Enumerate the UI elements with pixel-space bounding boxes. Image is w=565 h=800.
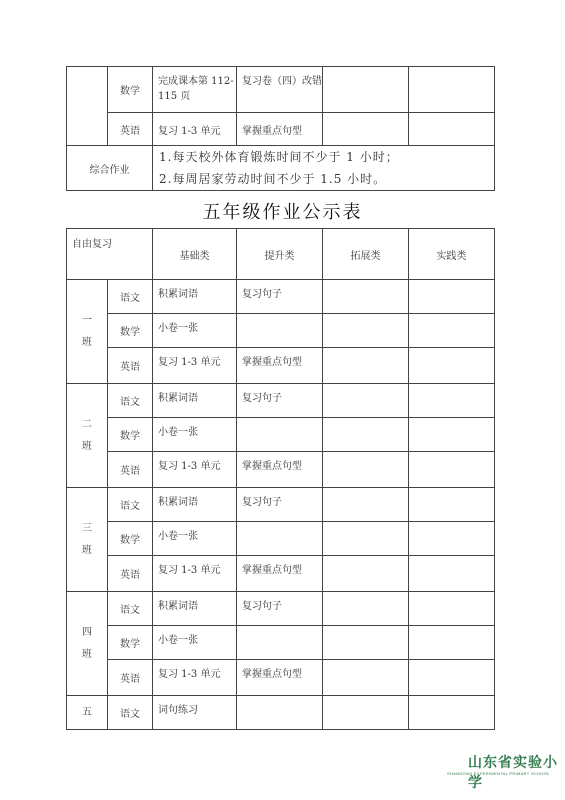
basic-cell: 积累词语 (153, 488, 237, 522)
class-name-char: 五 (82, 706, 92, 718)
table-row (67, 452, 495, 488)
advanced-cell: 掌握重点句型 (237, 452, 323, 488)
advanced-cell: 掌握重点句型 (237, 660, 323, 696)
subject-cell: 英语 (108, 452, 153, 488)
subject-cell: 语文 (108, 384, 153, 418)
table-row (67, 314, 495, 348)
advanced-cell: 复习句子 (237, 280, 323, 314)
table-row (67, 348, 495, 384)
practice-cell (409, 67, 495, 113)
class-name-char: 二 (82, 418, 92, 430)
class-name-cell (67, 592, 108, 696)
class-name-cell (67, 488, 108, 592)
table-row (67, 418, 495, 452)
subject-cell: 英语 (108, 660, 153, 696)
class-name-char: 班 (82, 336, 92, 348)
practice-cell (409, 314, 495, 348)
basic-cell: 词句练习 (153, 696, 237, 730)
table-row (67, 660, 495, 696)
basic-cell: 小卷一张 (153, 522, 237, 556)
table-row (67, 696, 495, 730)
basic-cell: 积累词语 (153, 384, 237, 418)
subject-cell: 语文 (108, 280, 153, 314)
advanced-cell: 复习句子 (237, 592, 323, 626)
column-header-basic: 基础类 (153, 229, 237, 280)
advanced-cell: 掌握重点句型 (237, 348, 323, 384)
class-name-cell (67, 280, 108, 384)
advanced-cell: 掌握重点句型 (237, 113, 323, 146)
basic-cell: 复习 1-3 单元 (153, 348, 237, 384)
extension-cell (323, 626, 409, 660)
extension-cell (323, 384, 409, 418)
school-logo: 山东省实验小学 (468, 755, 558, 791)
class-name-char: 四 (82, 626, 92, 638)
subject-cell: 语文 (108, 696, 153, 730)
class-name-char: 三 (82, 522, 92, 534)
class-rows (67, 280, 495, 730)
table-row (67, 488, 495, 522)
basic-cell: 积累词语 (153, 280, 237, 314)
practice-cell (409, 522, 495, 556)
advanced-cell (237, 522, 323, 556)
summary-label: 综合作业 (67, 146, 153, 191)
grade-five-homework-table (66, 228, 495, 730)
summary-line: 2.每周居家劳动时间不少于 1.5 小时。 (159, 172, 387, 186)
practice-cell (409, 348, 495, 384)
practice-cell (409, 280, 495, 314)
extension-cell (323, 522, 409, 556)
extension-cell (323, 348, 409, 384)
column-header-advanced: 提升类 (237, 229, 323, 280)
subject-cell: 英语 (108, 348, 153, 384)
header-row (67, 229, 495, 280)
class-name-cell (67, 384, 108, 488)
class-name-cell (67, 696, 108, 730)
practice-cell (409, 488, 495, 522)
table-row (67, 280, 495, 314)
page-title: 五年级作业公示表 (202, 202, 363, 223)
basic-cell: 完成课本第 112-115 页 (153, 67, 237, 113)
subject-cell: 数学 (108, 522, 153, 556)
extension-cell (323, 280, 409, 314)
extension-cell (323, 592, 409, 626)
table-row (67, 592, 495, 626)
subject-cell: 英语 (108, 556, 153, 592)
basic-cell: 小卷一张 (153, 626, 237, 660)
extension-cell (323, 696, 409, 730)
advanced-cell: 复习句子 (237, 384, 323, 418)
extension-cell (323, 113, 409, 146)
class-name-char: 一 (82, 314, 92, 326)
subject-cell: 英语 (108, 113, 153, 146)
school-logo-subtitle: SHANDONG EXPERIMENTAL PRIMARY SCHOOL (447, 771, 550, 776)
top-homework-table (66, 66, 495, 191)
advanced-cell (237, 696, 323, 730)
practice-cell (409, 418, 495, 452)
advanced-cell (237, 418, 323, 452)
table-row (67, 626, 495, 660)
basic-cell: 复习 1-3 单元 (153, 452, 237, 488)
subject-cell: 语文 (108, 488, 153, 522)
table-row (67, 384, 495, 418)
class-name-char: 班 (82, 648, 92, 660)
practice-cell (409, 592, 495, 626)
summary-content (153, 146, 495, 191)
extension-cell (323, 67, 409, 113)
class-cell (67, 67, 108, 146)
basic-cell: 积累词语 (153, 592, 237, 626)
table-row (67, 522, 495, 556)
subject-cell: 数学 (108, 314, 153, 348)
advanced-cell: 复习卷（四）改错 (237, 67, 323, 113)
basic-cell: 复习 1-3 单元 (153, 556, 237, 592)
advanced-cell (237, 314, 323, 348)
practice-cell (409, 452, 495, 488)
basic-cell: 小卷一张 (153, 314, 237, 348)
class-name-char: 班 (82, 440, 92, 452)
extension-cell (323, 660, 409, 696)
practice-cell (409, 384, 495, 418)
practice-cell (409, 696, 495, 730)
summary-row (67, 146, 495, 191)
advanced-cell: 复习句子 (237, 488, 323, 522)
subject-cell: 数学 (108, 626, 153, 660)
basic-cell: 复习 1-3 单元 (153, 113, 237, 146)
practice-cell (409, 626, 495, 660)
extension-cell (323, 488, 409, 522)
extension-cell (323, 452, 409, 488)
corner-header: 自由复习 (67, 229, 153, 280)
extension-cell (323, 418, 409, 452)
practice-cell (409, 113, 495, 146)
subject-cell: 语文 (108, 592, 153, 626)
practice-cell (409, 556, 495, 592)
basic-cell: 小卷一张 (153, 418, 237, 452)
summary-line: 1.每天校外体育锻炼时间不少于 1 小时； (159, 150, 399, 164)
class-name-char: 班 (82, 544, 92, 556)
subject-cell: 数学 (108, 418, 153, 452)
advanced-cell (237, 626, 323, 660)
table-row (67, 556, 495, 592)
table-row (67, 67, 495, 113)
basic-cell: 复习 1-3 单元 (153, 660, 237, 696)
practice-cell (409, 660, 495, 696)
subject-cell: 数学 (108, 67, 153, 113)
column-header-extension: 拓展类 (323, 229, 409, 280)
table-row (67, 113, 495, 146)
extension-cell (323, 556, 409, 592)
extension-cell (323, 314, 409, 348)
advanced-cell: 掌握重点句型 (237, 556, 323, 592)
column-header-practice: 实践类 (409, 229, 495, 280)
